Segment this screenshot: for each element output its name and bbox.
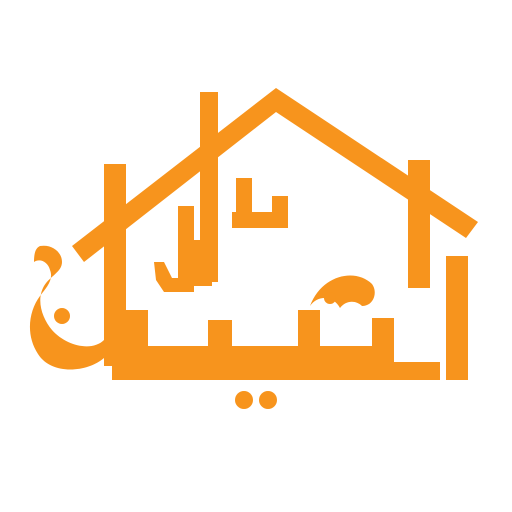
dal-letter [232,178,288,228]
swash-left [30,246,104,370]
baseline-stroke [112,310,440,380]
dot-1 [235,391,253,409]
swash-right [310,275,375,308]
swash-left-dot [54,308,70,324]
dot-nun [324,292,336,304]
house-roof-icon [30,88,478,409]
alif-letter [194,240,212,286]
ra-letter [154,206,194,292]
dot-2 [259,391,277,409]
left-wall-post [104,164,126,366]
right-wall-post [408,160,430,288]
right-alif [446,256,468,380]
